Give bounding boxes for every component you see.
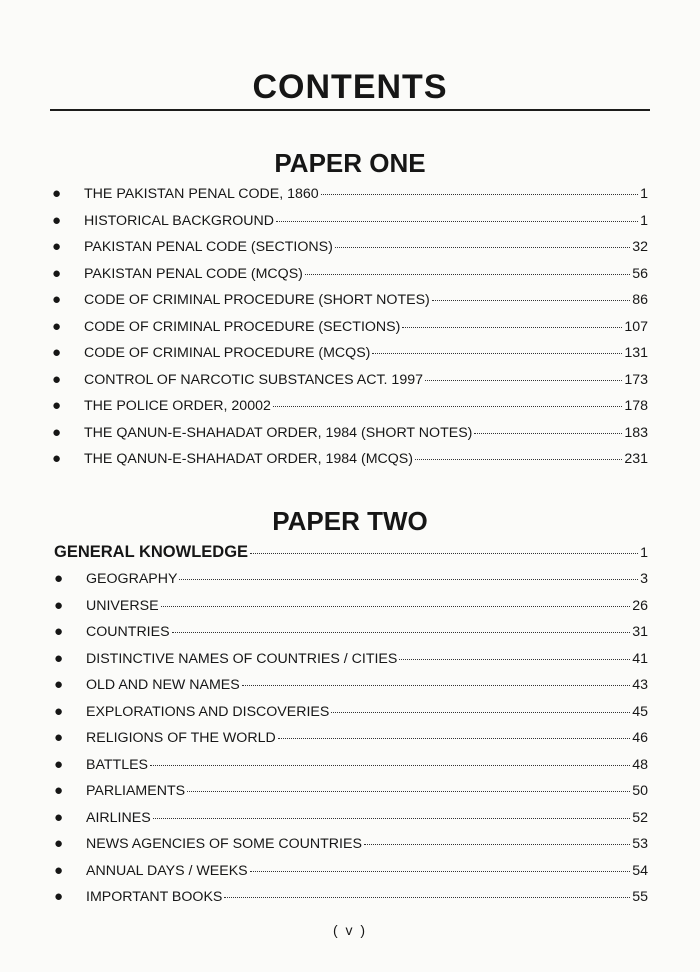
dot-leader	[305, 274, 630, 275]
dot-leader	[273, 406, 622, 407]
toc-entry-title: THE QANUN-E-SHAHADAT ORDER, 1984 (MCQS)	[84, 451, 413, 467]
toc-entry-title: PAKISTAN PENAL CODE (MCQS)	[84, 265, 303, 282]
toc-entry-title: THE PAKISTAN PENAL CODE, 1860	[84, 186, 319, 202]
toc-entry[interactable]	[54, 782, 648, 809]
bullet-icon: ●	[54, 570, 64, 587]
general-knowledge-page: 1	[640, 545, 648, 561]
dot-leader	[278, 738, 631, 739]
page-title: CONTENTS	[252, 68, 448, 106]
toc-entry-title: THE QANUN-E-SHAHADAT ORDER, 1984 (SHORT NOTES)	[84, 424, 473, 441]
toc-entry-page: 50	[632, 783, 648, 799]
bullet-icon: ●	[52, 264, 62, 282]
toc-entry-title: CONTROL OF NARCOTIC SUBSTANCES ACT. 1997	[84, 371, 423, 388]
dot-leader	[321, 194, 638, 195]
dot-leader	[402, 327, 622, 328]
toc-entry-page: 231	[624, 451, 648, 467]
dot-leader	[331, 712, 630, 713]
paper-one-title: PAPER ONE	[274, 148, 426, 178]
toc-entry-page: 183	[624, 424, 648, 441]
toc-entry[interactable]	[52, 291, 648, 318]
toc-entry-title: NEWS AGENCIES OF SOME COUNTRIES	[86, 836, 362, 852]
bullet-icon: ●	[52, 423, 62, 441]
dot-leader	[187, 791, 630, 792]
bullet-icon: ●	[54, 729, 64, 746]
toc-entry-title: ANNUAL DAYS / WEEKS	[86, 862, 248, 879]
toc-entry-page: 107	[624, 318, 648, 335]
toc-entry-title: DISTINCTIVE NAMES OF COUNTRIES / CITIES	[86, 650, 398, 667]
toc-entry[interactable]	[54, 650, 648, 677]
bullet-icon: ●	[54, 782, 64, 799]
toc-entry-page: 173	[624, 371, 648, 388]
toc-entry-title: CODE OF CRIMINAL PROCEDURE (MCQS)	[84, 345, 371, 361]
toc-entry[interactable]	[54, 597, 648, 624]
bullet-icon: ●	[52, 397, 62, 414]
toc-entry-page: 178	[624, 398, 648, 414]
toc-entry[interactable]	[54, 676, 648, 703]
page-number: ( v )	[332, 922, 368, 938]
toc-entry-page: 3	[640, 571, 648, 587]
bullet-icon: ●	[52, 291, 62, 308]
general-knowledge-title: GENERAL KNOWLEDGE	[54, 543, 249, 561]
toc-entry[interactable]	[52, 344, 648, 371]
bullet-icon: ●	[52, 370, 62, 388]
general-knowledge-heading[interactable]	[54, 543, 648, 562]
bullet-icon: ●	[54, 861, 64, 879]
toc-entry-title: PARLIAMENTS	[86, 783, 186, 799]
dot-leader	[242, 685, 630, 686]
dot-leader	[276, 221, 638, 222]
toc-entry[interactable]	[54, 623, 648, 650]
dot-leader	[335, 247, 630, 248]
bullet-icon: ●	[52, 185, 62, 202]
toc-entry[interactable]	[54, 809, 648, 836]
dot-leader	[250, 871, 631, 872]
bullet-icon: ●	[54, 835, 64, 852]
dot-leader	[172, 632, 631, 633]
toc-entry-title: BATTLES	[86, 756, 149, 773]
dot-leader	[399, 659, 630, 660]
bullet-icon: ●	[54, 755, 64, 773]
toc-entry-page: 48	[632, 756, 648, 773]
paper-two-list	[54, 570, 648, 915]
bullet-icon: ●	[52, 344, 62, 361]
bullet-icon: ●	[54, 649, 64, 667]
bullet-icon: ●	[54, 596, 64, 614]
toc-entry[interactable]	[54, 756, 648, 783]
toc-entry-page: 46	[632, 730, 648, 746]
toc-entry-page: 131	[624, 345, 648, 361]
dot-leader	[372, 353, 622, 354]
toc-entry[interactable]	[52, 424, 648, 451]
dot-leader	[474, 433, 622, 434]
toc-entry-page: 45	[632, 703, 648, 720]
toc-entry-page: 54	[632, 862, 648, 879]
bullet-icon: ●	[52, 211, 62, 229]
toc-entry-page: 55	[632, 889, 648, 905]
toc-entry-title: COUNTRIES	[86, 624, 170, 640]
toc-entry[interactable]	[52, 397, 648, 424]
dot-leader	[415, 459, 622, 460]
toc-entry-title: CODE OF CRIMINAL PROCEDURE (SECTIONS)	[84, 318, 401, 335]
dot-leader	[179, 579, 638, 580]
toc-entry-title: PAKISTAN PENAL CODE (SECTIONS)	[84, 239, 333, 255]
toc-entry-page: 41	[632, 650, 648, 667]
toc-entry-page: 1	[640, 212, 648, 229]
toc-entry[interactable]	[54, 862, 648, 889]
toc-entry-title: UNIVERSE	[86, 597, 159, 614]
dot-leader	[250, 553, 638, 554]
bullet-icon: ●	[54, 623, 64, 640]
toc-entry-title: EXPLORATIONS AND DISCOVERIES	[86, 703, 330, 720]
toc-entry-page: 52	[632, 809, 648, 826]
toc-entry-title: GEOGRAPHY	[86, 571, 178, 587]
toc-entry[interactable]	[54, 729, 648, 756]
paper-one-list	[52, 185, 648, 477]
dot-leader	[432, 300, 630, 301]
toc-entry[interactable]	[54, 888, 648, 915]
dot-leader	[425, 380, 622, 381]
bullet-icon: ●	[52, 238, 62, 255]
toc-entry[interactable]	[52, 238, 648, 265]
toc-entry-page: 56	[632, 265, 648, 282]
toc-entry[interactable]	[52, 371, 648, 398]
bullet-icon: ●	[54, 702, 64, 720]
toc-entry-title: HISTORICAL BACKGROUND	[84, 212, 274, 229]
toc-entry[interactable]	[52, 265, 648, 292]
bullet-icon: ●	[54, 888, 64, 905]
toc-entry-page: 86	[632, 292, 648, 308]
toc-entry[interactable]	[52, 212, 648, 239]
dot-leader	[161, 606, 631, 607]
toc-entry[interactable]	[54, 703, 648, 730]
toc-entry[interactable]	[54, 835, 648, 862]
toc-entry-page: 1	[640, 186, 648, 202]
bullet-icon: ●	[54, 808, 64, 826]
toc-entry-title: IMPORTANT BOOKS	[86, 889, 223, 905]
toc-entry[interactable]	[52, 318, 648, 345]
toc-entry-title: AIRLINES	[86, 809, 151, 826]
bullet-icon: ●	[52, 317, 62, 335]
toc-entry-title: THE POLICE ORDER, 20002	[84, 398, 271, 414]
toc-entry-title: RELIGIONS OF THE WORLD	[86, 730, 276, 746]
dot-leader	[224, 897, 630, 898]
toc-entry-title: OLD AND NEW NAMES	[86, 677, 240, 693]
title-divider	[50, 109, 650, 111]
toc-entry[interactable]	[52, 450, 648, 477]
toc-entry-page: 53	[632, 836, 648, 852]
toc-entry-page: 32	[632, 239, 648, 255]
dot-leader	[364, 844, 630, 845]
bullet-icon: ●	[54, 676, 64, 693]
toc-entry-title: CODE OF CRIMINAL PROCEDURE (SHORT NOTES)	[84, 292, 430, 308]
bullet-icon: ●	[52, 450, 62, 467]
toc-entry[interactable]	[54, 570, 648, 597]
paper-two-title: PAPER TWO	[272, 506, 428, 536]
toc-entry-page: 43	[632, 677, 648, 693]
toc-entry-page: 26	[632, 597, 648, 614]
toc-entry[interactable]	[52, 185, 648, 212]
dot-leader	[153, 818, 631, 819]
toc-entry-page: 31	[632, 624, 648, 640]
dot-leader	[150, 765, 630, 766]
